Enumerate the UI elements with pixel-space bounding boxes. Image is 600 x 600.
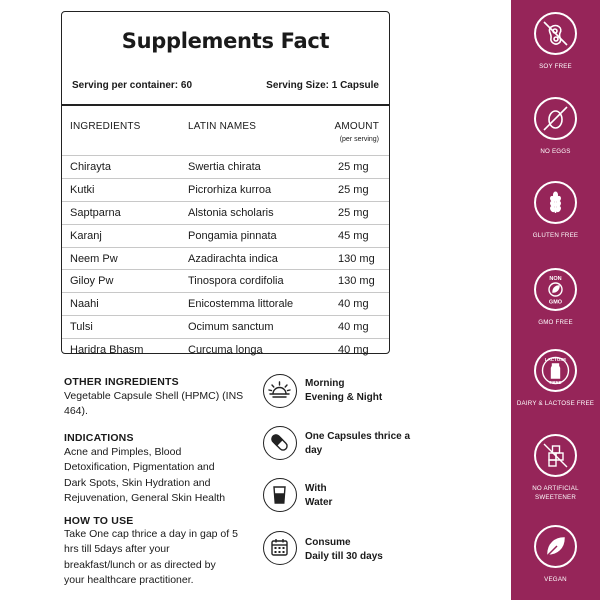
text-line: One Capsules thrice a xyxy=(305,431,411,442)
text-line: day xyxy=(305,445,323,456)
table-row xyxy=(62,247,389,270)
amount: 40 mg xyxy=(338,298,369,311)
text-line: your healthcare practitioner. xyxy=(64,573,194,586)
amount: 25 mg xyxy=(338,206,369,219)
usage-duration-text xyxy=(305,536,383,564)
soy-free-icon xyxy=(534,12,577,55)
svg-text:FREE: FREE xyxy=(549,380,562,385)
ingredient-name: Tulsi xyxy=(70,321,93,334)
text-line: hrs till 5days after your xyxy=(64,543,170,556)
usage-time-text xyxy=(305,377,382,405)
text-line: Morning xyxy=(305,378,345,389)
indications-text xyxy=(64,445,225,506)
header-latin-names: LATIN NAMES xyxy=(188,121,257,132)
ingredient-name: Karanj xyxy=(70,229,102,242)
svg-text:LACTOSE: LACTOSE xyxy=(544,357,567,362)
header-amount: AMOUNT xyxy=(334,121,379,132)
text-line: Rejuvenation, General Skin Health xyxy=(64,491,226,504)
latin-name: Azadirachta indica xyxy=(188,252,278,265)
header-amount-note: (per serving) xyxy=(339,136,379,143)
sunrise-icon xyxy=(263,374,297,408)
lactose-free-icon xyxy=(534,349,577,392)
ingredient-name: Naahi xyxy=(70,298,99,311)
text-line: Consume xyxy=(305,537,351,548)
amount: 130 mg xyxy=(338,252,375,265)
table-row xyxy=(62,338,389,361)
badge-label: NO ARTIFICIAL SWEETENER xyxy=(532,485,579,501)
table-row xyxy=(62,269,389,292)
amount: 40 mg xyxy=(338,344,369,357)
table-row xyxy=(62,292,389,315)
text-line: breakfast/lunch or as directed by xyxy=(64,558,216,571)
text-line: Daily till 30 days xyxy=(305,551,383,562)
latin-name: Curcuma longa xyxy=(188,344,263,357)
serving-size: Serving Size: 1 Capsule xyxy=(266,80,379,91)
badge-label: GLUTEN FREE xyxy=(532,232,579,239)
facts-title: Supplements Fact xyxy=(121,29,330,53)
ingredients-table xyxy=(62,155,389,361)
amount: 130 mg xyxy=(338,275,375,288)
supplements-fact-panel xyxy=(61,11,390,357)
table-row xyxy=(62,201,389,224)
ingredient-name: Chirayta xyxy=(70,161,111,173)
ingredient-name: Saptparna xyxy=(70,206,121,219)
latin-name: Enicostemma littorale xyxy=(188,298,294,311)
svg-text:GMO: GMO xyxy=(548,299,563,306)
table-row xyxy=(62,178,389,201)
svg-text:NON: NON xyxy=(549,275,562,282)
water-glass-icon xyxy=(263,478,297,512)
text-line: Evening & Night xyxy=(305,392,383,403)
vegan-icon xyxy=(534,525,577,568)
no-artificial-sweetener-icon xyxy=(534,434,577,477)
ingredient-name: Kutki xyxy=(70,183,95,196)
latin-name: Ocimum sanctum xyxy=(188,321,274,334)
amount: 25 mg xyxy=(338,161,369,173)
badge-label: NO EGGS xyxy=(540,148,571,155)
text-line: Detoxification, Pigmentation and xyxy=(64,461,215,474)
indications-title: INDICATIONS xyxy=(64,432,134,444)
how-to-use-text xyxy=(64,527,238,588)
text-line: Dark Spots, Skin Hydration and xyxy=(64,476,211,489)
header-ingredients: INGREDIENTS xyxy=(70,121,141,132)
badge-label: VEGAN xyxy=(544,576,567,583)
non-gmo-icon xyxy=(534,268,577,311)
calendar-icon xyxy=(263,531,297,565)
badge-label: GMO FREE xyxy=(538,319,573,326)
latin-name: Picrorhiza kurroa xyxy=(188,183,272,196)
product-badges-sidebar xyxy=(511,0,600,600)
text-line: Water xyxy=(305,497,333,508)
usage-water-text xyxy=(305,482,332,510)
text-line: With xyxy=(305,483,327,494)
latin-name: Alstonia scholaris xyxy=(188,206,274,219)
latin-name: Swertia chirata xyxy=(188,161,261,173)
table-row xyxy=(62,315,389,338)
ingredient-name: Giloy Pw xyxy=(70,275,114,288)
other-ingredients-text xyxy=(64,389,243,420)
latin-name: Pongamia pinnata xyxy=(188,229,277,242)
table-row xyxy=(62,155,389,178)
divider xyxy=(62,104,389,106)
text-line: Vegetable Capsule Shell (HPMC) (INS xyxy=(64,390,244,402)
other-ingredients-title: OTHER INGREDIENTS xyxy=(64,376,179,388)
badge-label: DAIRY & LACTOSE FREE xyxy=(516,400,595,407)
text-line: 464). xyxy=(64,405,88,418)
gluten-free-icon xyxy=(534,181,577,224)
capsule-icon xyxy=(263,426,297,460)
ingredient-name: Haridra Bhasm xyxy=(70,344,144,357)
serving-per-container: Serving per container: 60 xyxy=(72,80,193,91)
amount: 45 mg xyxy=(338,229,369,242)
table-row xyxy=(62,224,389,247)
text-line: Take One cap thrice a day in gap of 5 xyxy=(64,528,238,540)
ingredient-name: Neem Pw xyxy=(70,252,118,265)
badge-label: SOY FREE xyxy=(539,63,572,70)
usage-dose-text xyxy=(305,430,410,458)
no-eggs-icon xyxy=(534,97,577,140)
amount: 25 mg xyxy=(338,183,369,196)
how-to-use-title: HOW TO USE xyxy=(64,515,134,527)
latin-name: Tinospora cordifolia xyxy=(188,275,284,288)
text-line: Acne and Pimples, Blood xyxy=(64,446,182,458)
amount: 40 mg xyxy=(338,321,369,334)
